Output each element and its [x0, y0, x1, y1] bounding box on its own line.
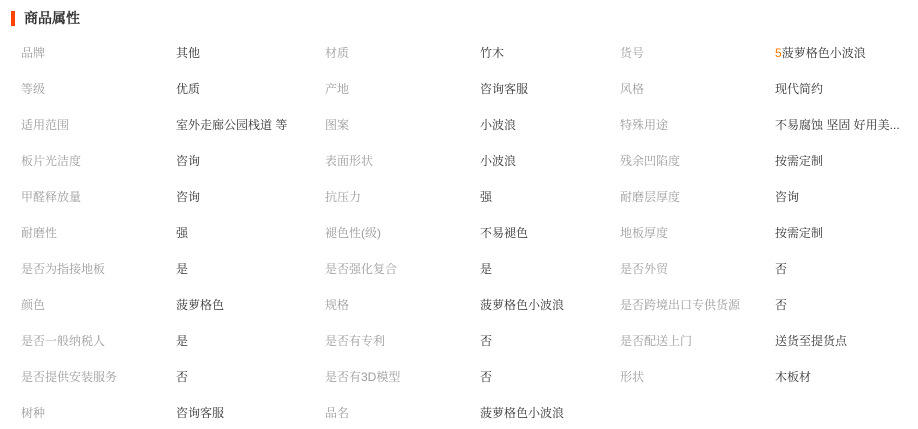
- attribute-value-text: 其他: [176, 45, 201, 60]
- attribute-label: 耐磨层厚度: [620, 189, 681, 204]
- attribute-row: [620, 70, 918, 106]
- attribute-value-text: 现代简约: [775, 81, 824, 96]
- attribute-label: 褪色性(级): [325, 225, 381, 240]
- attribute-row: [325, 214, 620, 250]
- attribute-row: [620, 286, 918, 322]
- attribute-value-text: 不易腐蚀 坚固 好用美...: [775, 117, 900, 132]
- attribute-row: [21, 142, 325, 178]
- attribute-value: [176, 296, 224, 313]
- attribute-value-text: 送货至提货点: [775, 333, 848, 348]
- attribute-value-text: 不易褪色: [480, 225, 529, 240]
- attribute-value: [480, 332, 492, 349]
- attribute-row: [325, 106, 620, 142]
- attribute-label: 板片光洁度: [21, 153, 82, 168]
- attribute-value: [176, 44, 200, 61]
- attribute-label: 是否有3D模型: [325, 369, 401, 384]
- attribute-row: [21, 286, 325, 322]
- attribute-row: [620, 142, 918, 178]
- attribute-row: [325, 70, 620, 106]
- attribute-row: [21, 178, 325, 214]
- attribute-value: [775, 368, 811, 385]
- attribute-value-text: 按需定制: [775, 225, 824, 240]
- attribute-value: [775, 116, 900, 133]
- attribute-value: [775, 332, 847, 349]
- attribute-label: 是否跨境出口专供货源: [620, 297, 741, 312]
- attribute-row: [325, 34, 620, 70]
- attribute-value-text: 强: [480, 189, 493, 204]
- attribute-value-text: 否: [176, 369, 189, 384]
- attribute-value-text: 否: [775, 297, 788, 312]
- attribute-row: [21, 322, 325, 358]
- attribute-label: 表面形状: [325, 153, 374, 168]
- attribute-row: [21, 214, 325, 250]
- attribute-value: [480, 80, 528, 97]
- attribute-value: [176, 404, 224, 421]
- accent-bar-icon: [11, 11, 15, 26]
- attribute-row: [21, 70, 325, 106]
- attribute-label: 品名: [325, 405, 350, 420]
- attribute-row: [21, 106, 325, 142]
- attribute-value-text: 咨询: [176, 153, 201, 168]
- attribute-value-highlight: 5: [775, 45, 782, 60]
- attribute-value: [480, 368, 492, 385]
- attribute-value-text: 室外走廊公园栈道 等: [176, 117, 288, 132]
- attribute-value-text: 木板材: [775, 369, 812, 384]
- attribute-value-text: 强: [176, 225, 189, 240]
- attribute-label: 是否强化复合: [325, 261, 398, 276]
- attribute-label: 是否一般纳税人: [21, 333, 106, 348]
- attribute-row: [325, 142, 620, 178]
- attribute-value-text: 是: [480, 261, 493, 276]
- attribute-value: [176, 188, 200, 205]
- attribute-value: [480, 296, 564, 313]
- attribute-value-text: 按需定制: [775, 153, 824, 168]
- attribute-label: 货号: [620, 45, 645, 60]
- attribute-value-text: 优质: [176, 81, 201, 96]
- attribute-value: [176, 80, 200, 97]
- attribute-value: [176, 116, 287, 133]
- attribute-row: [325, 394, 620, 429]
- attribute-value: [480, 116, 516, 133]
- section-title: 商品属性: [24, 10, 80, 26]
- attribute-value-text: 咨询客服: [480, 81, 529, 96]
- attribute-value: [176, 332, 188, 349]
- attribute-row: [620, 34, 918, 70]
- attribute-value-text: 小波浪: [480, 153, 517, 168]
- attribute-label: 是否有专利: [325, 333, 386, 348]
- attribute-label: 是否为指接地板: [21, 261, 106, 276]
- attribute-column: [620, 34, 918, 429]
- attribute-label: 地板厚度: [620, 225, 669, 240]
- attribute-value-text: 是: [176, 261, 189, 276]
- attribute-label: 树种: [21, 405, 46, 420]
- attribute-label: 品牌: [21, 45, 46, 60]
- attribute-column: [325, 34, 620, 429]
- attribute-row: [620, 358, 918, 394]
- attribute-value-text: 否: [480, 333, 493, 348]
- attribute-value-text: 否: [480, 369, 493, 384]
- attribute-value: [480, 224, 528, 241]
- attribute-row: [21, 34, 325, 70]
- attribute-row: [21, 358, 325, 394]
- attribute-value-text: 是: [176, 333, 189, 348]
- attribute-value: [775, 188, 799, 205]
- attribute-value: [480, 44, 504, 61]
- attribute-label: 适用范围: [21, 117, 70, 132]
- attribute-value: [775, 152, 823, 169]
- attribute-row: [325, 286, 620, 322]
- attribute-label: 甲醛释放量: [21, 189, 82, 204]
- attribute-value: [480, 152, 516, 169]
- attribute-label: 是否外贸: [620, 261, 669, 276]
- attribute-row: [325, 358, 620, 394]
- attribute-row: [620, 106, 918, 142]
- attribute-value-text: 咨询: [176, 189, 201, 204]
- attribute-row: [21, 250, 325, 286]
- attribute-value: [775, 44, 866, 61]
- attribute-row: [21, 394, 325, 429]
- attribute-label: 是否配送上门: [620, 333, 693, 348]
- attribute-value: [775, 260, 787, 277]
- attribute-row: [620, 178, 918, 214]
- attribute-value: [775, 224, 823, 241]
- attributes-grid: [0, 34, 918, 429]
- attribute-label: 产地: [325, 81, 350, 96]
- attribute-value-text: 否: [775, 261, 788, 276]
- attribute-value-text: 竹木: [480, 45, 505, 60]
- attribute-label: 风格: [620, 81, 645, 96]
- attribute-value: [775, 296, 787, 313]
- attribute-label: 规格: [325, 297, 350, 312]
- attribute-row: [620, 250, 918, 286]
- attribute-row: [620, 214, 918, 250]
- attribute-label: 等级: [21, 81, 46, 96]
- attribute-value-text: 菠萝格色小波浪: [480, 405, 565, 420]
- attribute-label: 颜色: [21, 297, 46, 312]
- attribute-value-text: 咨询客服: [176, 405, 225, 420]
- attribute-value: [176, 152, 200, 169]
- attribute-value: [775, 80, 823, 97]
- attribute-value: [480, 188, 492, 205]
- attribute-label: 耐磨性: [21, 225, 58, 240]
- attribute-value: [480, 404, 564, 421]
- attribute-label: 是否提供安装服务: [21, 369, 118, 384]
- attribute-value: [176, 260, 188, 277]
- attribute-value: [176, 368, 188, 385]
- attribute-label: 材质: [325, 45, 350, 60]
- attribute-label: 残余凹陷度: [620, 153, 681, 168]
- attribute-label: 形状: [620, 369, 645, 384]
- section-header: [0, 0, 918, 28]
- attribute-value-text: 菠萝格色: [176, 297, 225, 312]
- attribute-value-text: 咨询: [775, 189, 800, 204]
- attribute-row: [325, 322, 620, 358]
- attribute-label: 特殊用途: [620, 117, 669, 132]
- attribute-value-text: 小波浪: [480, 117, 517, 132]
- attribute-row: [325, 178, 620, 214]
- attribute-row: [620, 322, 918, 358]
- attribute-label: 图案: [325, 117, 350, 132]
- attribute-value: [480, 260, 492, 277]
- attribute-label: 抗压力: [325, 189, 362, 204]
- attribute-value-text: 菠萝格色小波浪: [480, 297, 565, 312]
- attribute-row: [325, 250, 620, 286]
- attribute-value: [176, 224, 188, 241]
- attribute-value-text: 菠萝格色小波浪: [781, 45, 866, 60]
- attribute-column: [21, 34, 325, 429]
